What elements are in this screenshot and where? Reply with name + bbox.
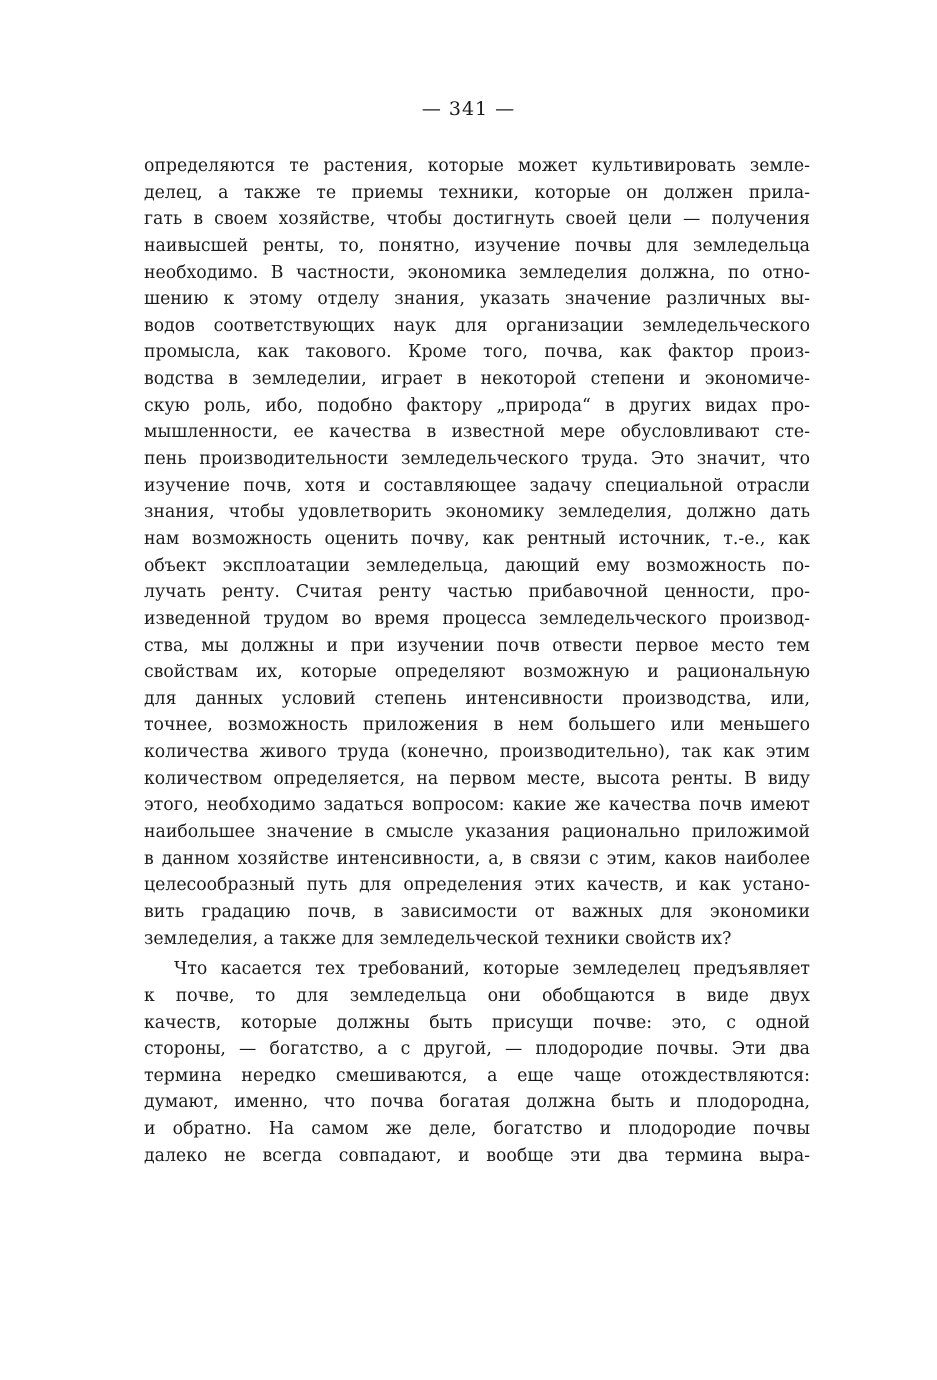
text-line: шению к этому отделу знания, указать значение различных вы- bbox=[144, 289, 810, 310]
text-line: наивысшей ренты, то, понятно, изучение почвы для земледельца bbox=[144, 235, 810, 256]
text-line: нам возможность оценить почву, как рентный источник, т.-е., как bbox=[144, 528, 810, 549]
text-line: гать в своем хозяйстве, чтобы достигнуть своей цели — получения bbox=[144, 209, 810, 230]
text-line: количеством определяется, на первом месте, высота ренты. В виду bbox=[144, 768, 810, 789]
text-line: наибольшее значение в смысле указания рационально приложимой bbox=[144, 822, 810, 843]
text-line: думают, именно, что почва богатая должна быть и плодородна, bbox=[144, 1092, 810, 1113]
paragraph-2 bbox=[144, 956, 810, 1169]
text-line: стороны, — богатство, а с другой, — плодородие почвы. Эти два bbox=[144, 1039, 810, 1060]
page-body bbox=[144, 153, 810, 1169]
text-line: объект эксплоатации земледельца, дающий ему возможность по- bbox=[144, 555, 810, 576]
text-line: свойствам их, которые определяют возможную и рациональную bbox=[144, 662, 810, 683]
text-line: Что касается тех требований, которые земледелец предъявляет bbox=[174, 959, 810, 980]
text-line: термина нередко смешиваются, а еще чаще отождествляются: bbox=[144, 1065, 810, 1086]
text-line: изведенной трудом во время процесса земледельческого производ- bbox=[144, 608, 810, 629]
text-line: знания, чтобы удовлетворить экономику земледелия, должно дать bbox=[144, 502, 810, 523]
text-line: изучение почв, хотя и составляющее задачу специальной отрасли bbox=[144, 475, 810, 496]
text-line: далеко не всегда совпадают, и вообще эти два термина выра- bbox=[144, 1145, 810, 1166]
text-line: ства, мы должны и при изучении почв отвести первое место тем bbox=[144, 635, 810, 656]
text-line: к почве, то для земледельца они обобщаются в виде двух bbox=[144, 985, 810, 1006]
text-line: точнее, возможность приложения в нем большего или меньшего bbox=[144, 715, 810, 736]
text-line: мышленности, ее качества в известной мере обусловливают сте- bbox=[144, 422, 810, 443]
text-line: количества живого труда (конечно, производительно), так как этим bbox=[144, 742, 810, 763]
text-line: промысла, как такового. Кроме того, почва, как фактор произ- bbox=[144, 342, 810, 363]
text-line: водов соответствующих наук для организации земледельческого bbox=[144, 315, 810, 336]
text-line: необходимо. В частности, экономика земледелия должна, по отно- bbox=[144, 262, 810, 283]
text-line: и обратно. На самом же деле, богатство и плодородие почвы bbox=[144, 1119, 810, 1140]
text-line: пень производительности земледельческого труда. Это значит, что bbox=[144, 449, 810, 470]
text-line: этого, необходимо задаться вопросом: какие же качества почв имеют bbox=[144, 795, 810, 816]
text-line: лучать ренту. Считая ренту частью прибавочной ценности, про- bbox=[144, 582, 810, 603]
text-line: скую роль, ибо, подобно фактору „природа“ в других видах про- bbox=[144, 395, 810, 416]
paragraph-1 bbox=[144, 153, 810, 952]
text-line: в данном хозяйстве интенсивности, а, в связи с этим, каков наиболее bbox=[144, 848, 810, 869]
text-line: водства в земледелии, играет в некоторой степени и экономиче- bbox=[144, 369, 810, 390]
text-line: земледелия, а также для земледельческой техники свойств их? bbox=[144, 928, 732, 949]
text-line: делец, а также те приемы техники, которые он должен прила- bbox=[144, 182, 810, 203]
text-line: вить градацию почв, в зависимости от важных для экономики bbox=[144, 901, 810, 922]
page-number: — 341 — bbox=[421, 98, 516, 120]
text-line: целесообразный путь для определения этих качеств, и как устано- bbox=[144, 875, 810, 896]
text-line: определяются те растения, которые может культивировать земле- bbox=[144, 156, 810, 176]
text-line: качеств, которые должны быть присущи почве: это, с одной bbox=[144, 1012, 810, 1033]
text-line: для данных условий степень интенсивности производства, или, bbox=[144, 688, 810, 709]
